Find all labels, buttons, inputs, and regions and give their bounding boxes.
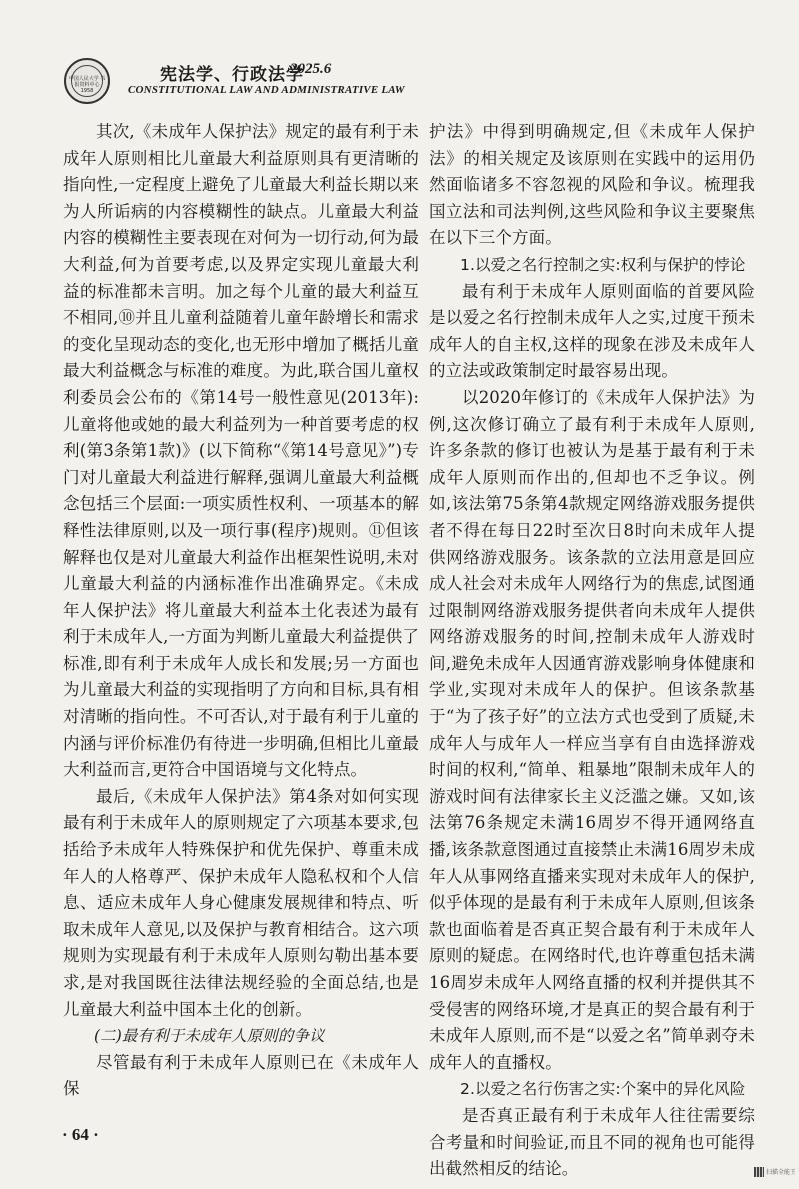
scanner-watermark: 扫描全能王: [766, 1169, 797, 1176]
logo-text: 中国人民大学 书报资料中心 1958: [68, 76, 106, 94]
journal-logo-icon: [64, 58, 110, 104]
page-number: · 64 ·: [62, 1125, 99, 1144]
body-paragraph-continued: 护法》中得到明确规定,但《未成年人保护法》的相关规定及该原则在实践中的运用仍然面临诸多不容忽视的风险和争议。梳理我国立法和司法判例,这些风险和争议主要聚焦在以下三个方面。: [429, 122, 755, 248]
body-paragraph: 最有利于未成年人原则面临的首要风险是以爱之名行控制未成年人之实,过度干预未成年人的自主权,这样的现象在涉及未成年人的立法或政策制定时最容易出现。: [429, 281, 755, 381]
journal-header: [64, 58, 484, 106]
journal-title: 宪法学、行政法学: [160, 65, 304, 85]
body-paragraph: 尽管最有利于未成年人原则已在《未成年人保: [63, 1052, 419, 1099]
body-paragraph: 最后,《未成年人保护法》第4条对如何实现最有利于未成年人的原则规定了六项基本要求,包括给予未成年人特殊保护和优先保护、尊重未成年人的人格尊严、保护未成年人隐私权和个人信息、适应未成年人身心健康发展规律和特点、听取未成年人意见,以及保护与教育相结合。这六项规则为实现最有利于未成年人原则勾勒出基本要求,是对我国既往法律法规经验的全面总结,也是儿童最大利益中国本土化的创新。: [63, 786, 419, 1019]
journal-english-title: CONSTITUTIONAL LAW AND ADMINISTRATIVE LAW: [128, 84, 405, 96]
subsection-heading: 2.以爱之名行伤害之实:个案中的异化风险: [460, 1080, 746, 1099]
left-column: [63, 119, 419, 1103]
scanner-qr-icon: [754, 1167, 764, 1177]
section-heading: (二)最有利于未成年人原则的争议: [94, 1027, 325, 1046]
body-paragraph: 其次,《未成年人保护法》规定的最有利于未成年人原则相比儿童最大利益原则具有更清晰的指向性,一定程度上避免了儿童最大利益长期以来为人所诟病的内容模糊性的缺点。儿童最大利益内容的模糊性主要表现在对何为一切行动,何为最大利益,何为首要考虑,以及界定实现儿童最大利益的标准都未言明。加之每个儿童的最大利益互不相同,⑩并且儿童利益随着儿童年龄增长和需求的变化呈现动态的变化,也无形中增加了概括儿童最大利益概念与标准的难度。为此,联合国儿童权利委员会公布的《第14号一般性意见(2013年):儿童将他或她的最大利益列为一种首要考虑的权利(第3条第1款)》(以下简称“《第14号意见》”)专门对儿童最大利益进行解释,强调儿童最大利益概念包括三个层面:一项实质性权利、一项基本的解释性法律原则,以及一项行事(程序)规则。⑪但该解释也仅是对儿童最大利益作出框架性说明,未对儿童最大利益的内涵标准作出准确界定。《未成年人保护法》将儿童最大利益本土化表述为最有利于未成年人,一方面为判断儿童最大利益提供了标准,即有利于未成年人成长和发展;另一方面也为儿童最大利益的实现指明了方向和目标,具有相对清晰的指向性。不可否认,对于最有利于儿童的内涵与评价标准仍有待进一步明确,但相比儿童最大利益而言,更符合中国语境与文化特点。: [63, 122, 419, 780]
right-column: [429, 119, 755, 1183]
body-paragraph: 是否真正最有利于未成年人往往需要综合考量和时间验证,而且不同的视角也可能得出截然相反的结论。: [429, 1105, 755, 1179]
subsection-heading: 1.以爱之名行控制之实:权利与保护的悖论: [460, 255, 746, 274]
journal-issue: 2025.6: [290, 61, 332, 77]
body-paragraph: 以2020年修订的《未成年人保护法》为例,这次修订确立了最有利于未成年人原则,许多条款的修订也被认为是基于最有利于未成年人原则而作出的,但却也不乏争议。例如,该法第75条第4款规定网络游戏服务提供者不得在每日22时至次日8时向未成年人提供网络游戏服务。该条款的立法用意是回应成人社会对未成年人网络行为的焦虑,试图通过限制网络游戏服务提供者向未成年人提供网络游戏服务的时间,控制未成年人游戏时间,避免未成年人因通宵游戏影响身体健康和学业,实现对未成年人的保护。但该条款基于“为了孩子好”的立法方式也受到了质疑,未成年人与成年人一样应当享有自由选择游戏时间的权利,“简单、粗暴地”限制未成年人的游戏时间有法律家长主义泛滥之嫌。又如,该法第76条规定未满16周岁不得开通网络直播,该条款意图通过直接禁止未满16周岁未成年人从事网络直播来实现对未成年人的保护,似乎体现的是最有利于未成年人原则,但该条款也面临着是否真正契合最有利于未成年人原则的疑虑。在网络时代,也许尊重包括未满16周岁未成年人网络直播的权利并提供其不受侵害的网络环境,才是真正的契合最有利于未成年人原则,而不是“以爱之名”简单剥夺未成年人的直播权。: [429, 387, 755, 1072]
